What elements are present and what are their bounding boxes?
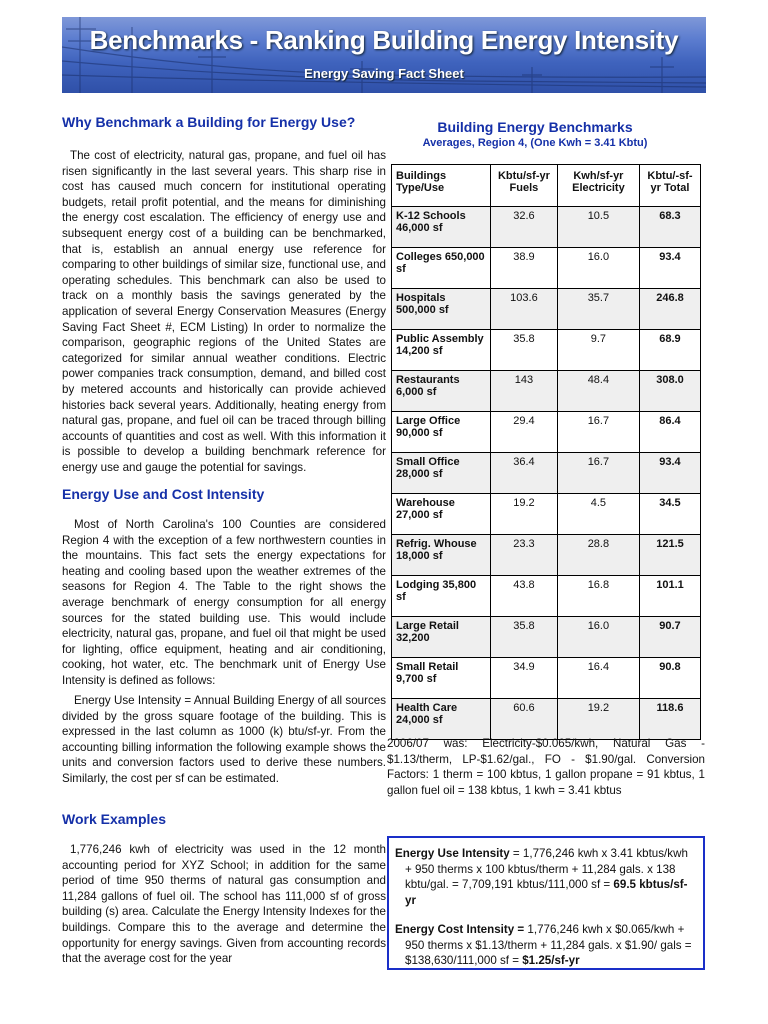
building-type-cell: Lodging 35,800 sf <box>392 576 491 617</box>
building-type-cell: Small Office 28,000 sf <box>392 453 491 494</box>
table-row <box>392 494 701 535</box>
building-type-cell: Refrig. Whouse 18,000 sf <box>392 535 491 576</box>
fuels-cell: 35.8 <box>491 617 558 658</box>
total-cell: 246.8 <box>639 289 700 330</box>
fuels-cell: 103.6 <box>491 289 558 330</box>
total-cell: 121.5 <box>639 535 700 576</box>
energy-use-intensity-calc: Energy Use Intensity = 1,776,246 kwh x 3.41 kbtus/kwh + 950 therms x 100 kbtus/therm + 11,284 gals. x 138 kbtu/gal. = 7,709,191 kbtus/111,000 sf = 69.5 kbtus/sf-yr <box>395 847 688 907</box>
column-header-building-type: Buildings Type/Use <box>392 165 491 207</box>
page-title: Benchmarks - Ranking Building Energy Intensity <box>89 25 679 55</box>
fuels-cell: 36.4 <box>491 453 558 494</box>
table-row <box>392 576 701 617</box>
electricity-cell: 35.7 <box>557 289 639 330</box>
calculation-box <box>387 836 705 970</box>
column-header-total: Kbtu/-sf-yr Total <box>639 165 700 207</box>
table-row <box>392 617 701 658</box>
building-type-cell: K-12 Schools 46,000 sf <box>392 207 491 248</box>
table-header-row <box>392 165 701 207</box>
table-row <box>392 371 701 412</box>
electricity-cell: 19.2 <box>557 699 639 740</box>
fuels-cell: 38.9 <box>491 248 558 289</box>
total-cell: 93.4 <box>639 248 700 289</box>
building-type-cell: Small Retail 9,700 sf <box>392 658 491 699</box>
table-row <box>392 453 701 494</box>
total-cell: 308.0 <box>639 371 700 412</box>
fuels-cell: 43.8 <box>491 576 558 617</box>
fuels-cell: 23.3 <box>491 535 558 576</box>
energy-intensity-definition-paragraph: Energy Use Intensity = Annual Building Energy of all sources divided by the gross square footage of the building. This is expressed in the last column as 1000 (k) btu/sf-yr. From the accounting billing information the following example shows the units and conversion factors used to derive these numbers. Similarly, the cost per sf can be estimated. <box>62 694 386 785</box>
building-type-cell: Warehouse 27,000 sf <box>392 494 491 535</box>
column-header-electricity: Kwh/sf-yr Electricity <box>557 165 639 207</box>
why-benchmark-paragraph: The cost of electricity, natural gas, propane, and fuel oil has risen significantly in the last several years. This sharp rise in cost has caused much concern for institutional operating budgets, retail profit potential, and the means for diminishing the energy cost escalation. The efficiency of energy use and subsequent energy cost of a building can be benchmarked, that is, establish an annual energy use reference for comparing to other buildings of similar size, functional use, and operating schedules. This benchmark can also be used to track on a monthly basis the savings generated by the application of several Energy Conservation Measures (Energy Saving Fact Sheet #, ECM Listing) In order to normalize the comparison, geographic regions of the United States are categorized for similar annual weather conditions. Electric power companies track consumption, demand, and billed cost by metered accounts and historically can provide achieved histories back several years. Additionally, heating energy from natural gas, propane, and fuel oil can be traced through billing accounts of quantities and cost as well. With this information it is possible to develop a building benchmark reference for energy use and gauge the potential for savings. <box>62 149 386 474</box>
electricity-cell: 28.8 <box>557 535 639 576</box>
electricity-cell: 16.0 <box>557 617 639 658</box>
building-type-cell: Large Retail 32,200 <box>392 617 491 658</box>
building-type-cell: Large Office 90,000 sf <box>392 412 491 453</box>
building-type-cell: Hospitals 500,000 sf <box>392 289 491 330</box>
electricity-cell: 16.7 <box>557 412 639 453</box>
total-cell: 86.4 <box>639 412 700 453</box>
fuels-cell: 29.4 <box>491 412 558 453</box>
total-cell: 90.7 <box>639 617 700 658</box>
electricity-cell: 16.4 <box>557 658 639 699</box>
fuels-cell: 60.6 <box>491 699 558 740</box>
total-cell: 101.1 <box>639 576 700 617</box>
fuels-cell: 32.6 <box>491 207 558 248</box>
table-row <box>392 658 701 699</box>
energy-use-paragraph: Most of North Carolina's 100 Counties are considered Region 4 with the exception of a few northwestern counties in the mountains. This fact sets the energy expectations for heating and cooling based upon the weather extremes of the seasons for Region 4. The Table to the right shows the average benchmark of energy consumption for all energy sources for the stated building use. This would include electricity, natural gas, propane, and fuel oil that might be used for lighting, office equipment, heating and air conditioning, cooking, hot water, etc. The benchmark unit of Energy Use Intensity is defined as follows: <box>62 518 386 687</box>
table-subtitle: Averages, Region 4, (One Kwh = 3.41 Kbtu) <box>422 137 648 149</box>
rates-paragraph: 2006/07 was: Electricity-$0.065/kwh, Natural Gas - $1.13/therm, LP-$1.62/gal., FO - $1.90/gal. Conversion Factors: 1 therm = 100 kbtus, 1 gallon propane = 91 kbtus, 1 gallon fuel oil = 138 kbtus, 1 kwh = 3.41 kbtus <box>387 737 705 797</box>
table-row <box>392 412 701 453</box>
header-banner <box>62 17 706 93</box>
table-row <box>392 248 701 289</box>
electricity-cell: 10.5 <box>557 207 639 248</box>
building-type-cell: Colleges 650,000 sf <box>392 248 491 289</box>
fuels-cell: 34.9 <box>491 658 558 699</box>
electricity-cell: 16.7 <box>557 453 639 494</box>
fuels-cell: 35.8 <box>491 330 558 371</box>
section-heading-why-benchmark: Why Benchmark a Building for Energy Use? <box>62 114 356 130</box>
table-title: Building Energy Benchmarks <box>437 119 633 135</box>
table-row <box>392 207 701 248</box>
electricity-cell: 48.4 <box>557 371 639 412</box>
total-cell: 34.5 <box>639 494 700 535</box>
page-subtitle: Energy Saving Fact Sheet <box>304 66 464 81</box>
section-heading-work-examples: Work Examples <box>62 811 167 827</box>
table-row <box>392 535 701 576</box>
electricity-cell: 9.7 <box>557 330 639 371</box>
table-row <box>392 699 701 740</box>
benchmark-table <box>391 164 701 740</box>
work-examples-paragraph: 1,776,246 kwh of electricity was used in the 12 month accounting period for XYZ School; in addition for the same period of time 950 therms of natural gas consumption and 11,284 gallons of fuel oil. The school has 111,000 sf of gross building (s) area. Calculate the Energy Intensity Indexes for the buildings. Compare this to the average and determine the opportunity for energy savings. Given from accounting records that the average cost for the year <box>62 843 386 966</box>
section-heading-energy-use: Energy Use and Cost Intensity <box>62 486 265 502</box>
column-header-fuels: Kbtu/sf-yr Fuels <box>491 165 558 207</box>
total-cell: 90.8 <box>639 658 700 699</box>
table-row <box>392 330 701 371</box>
building-type-cell: Public Assembly 14,200 sf <box>392 330 491 371</box>
electricity-cell: 4.5 <box>557 494 639 535</box>
energy-cost-intensity-calc: Energy Cost Intensity = 1,776,246 kwh x $0.065/kwh + 950 therms x $1.13/therm + 11,284 gals. x $1.90/ gals = $138,630/111,000 sf = $1.25/sf-yr <box>395 923 692 967</box>
fuels-cell: 143 <box>491 371 558 412</box>
building-type-cell: Health Care 24,000 sf <box>392 699 491 740</box>
total-cell: 68.3 <box>639 207 700 248</box>
total-cell: 93.4 <box>639 453 700 494</box>
electricity-cell: 16.0 <box>557 248 639 289</box>
table-row <box>392 289 701 330</box>
building-type-cell: Restaurants 6,000 sf <box>392 371 491 412</box>
total-cell: 118.6 <box>639 699 700 740</box>
fuels-cell: 19.2 <box>491 494 558 535</box>
electricity-cell: 16.8 <box>557 576 639 617</box>
total-cell: 68.9 <box>639 330 700 371</box>
